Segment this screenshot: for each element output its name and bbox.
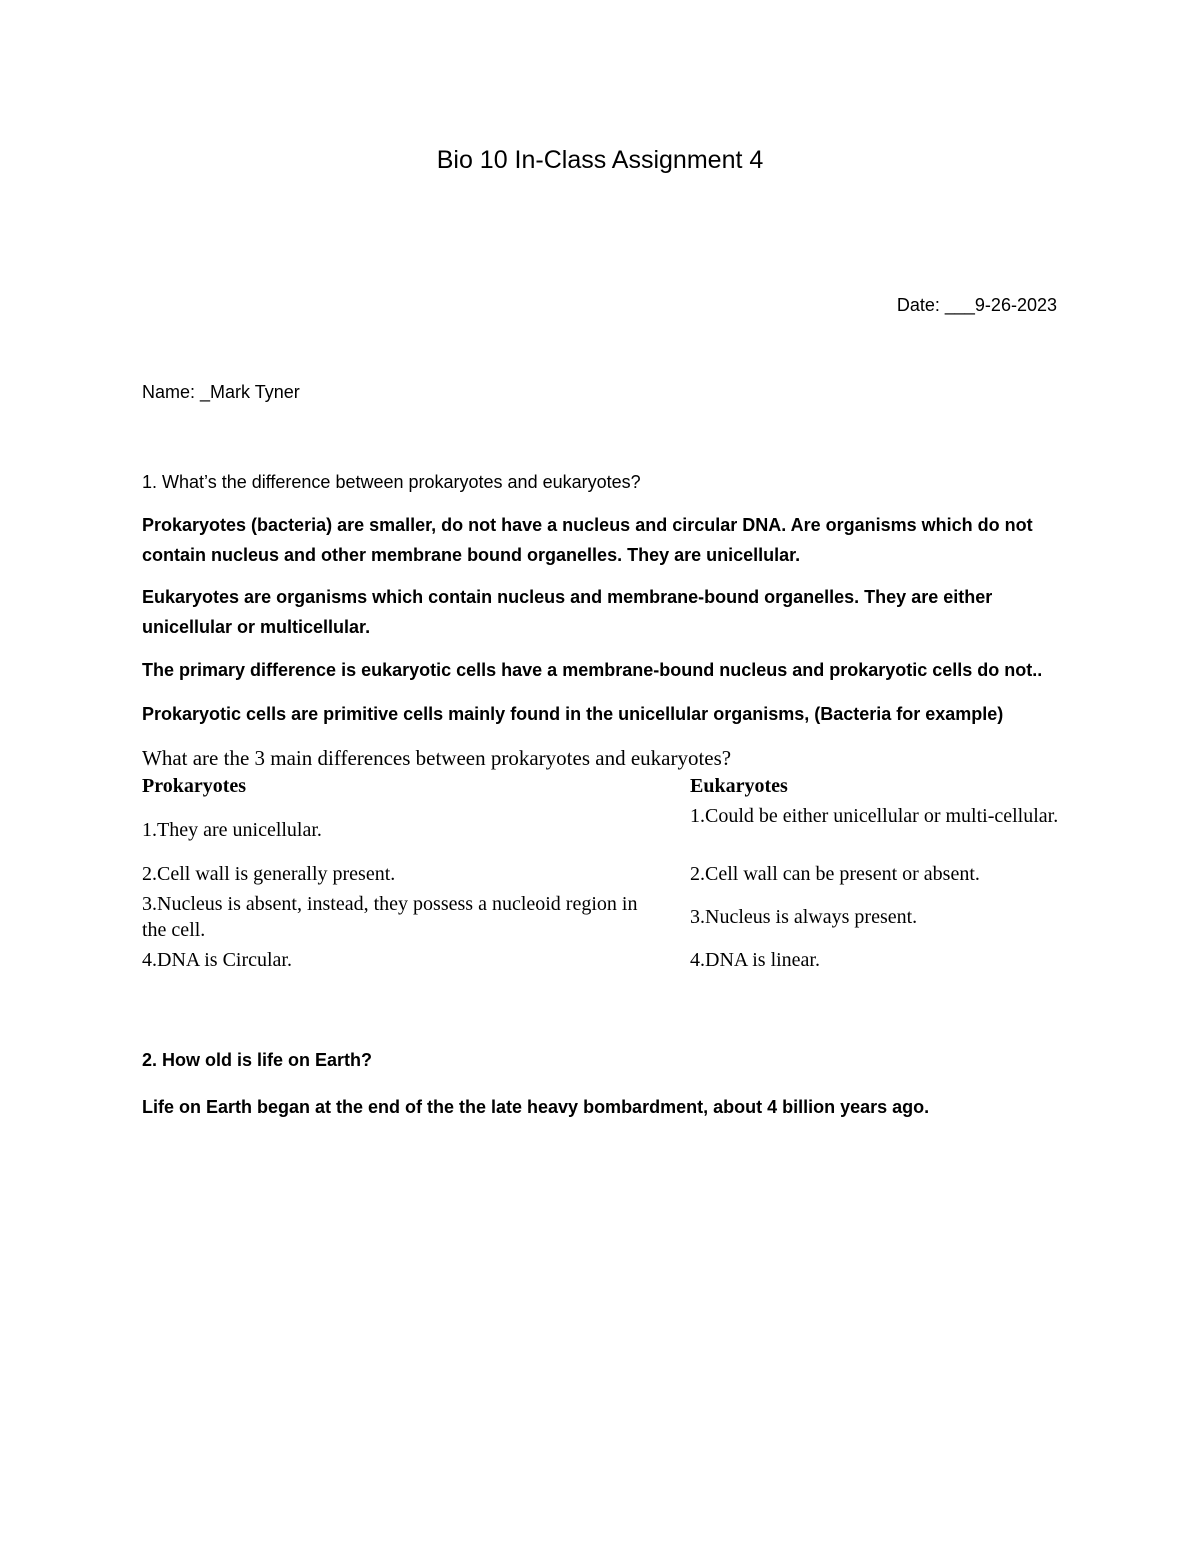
prokaryotes-item: 3.Nucleus is absent, instead, they possess a nucleoid region in the cell. (142, 893, 638, 941)
question-1: 1. What’s the difference between prokaryotes and eukaryotes? (142, 472, 641, 492)
prokaryotes-item: 2.Cell wall is generally present. (142, 863, 396, 885)
eukaryotes-item: 4.DNA is linear. (690, 949, 820, 971)
prokaryotes-item: 4.DNA is Circular. (142, 949, 292, 971)
answer-1-paragraph-1: Prokaryotes (bacteria) are smaller, do not have a nucleus and circular DNA. Are organisms which do not contain nucleus and other membrane bound organelles. They are unicellular. (142, 515, 1033, 565)
document-title: Bio 10 In-Class Assignment 4 (436, 146, 764, 174)
answer-1-paragraph-3: The primary difference is eukaryotic cells have a membrane-bound nucleus and prokaryotic cells do not.. (142, 660, 1043, 680)
eukaryotes-item: 3.Nucleus is always present. (690, 906, 918, 928)
prokaryotes-item: 1.They are unicellular. (142, 819, 322, 841)
answer-1-paragraph-2: Eukaryotes are organisms which contain nucleus and membrane-bound organelles. They are either unicellular or multicellular. (142, 587, 993, 637)
name-value: Mark Tyner (210, 382, 300, 402)
comparison-intro: What are the 3 main differences between prokaryotes and eukaryotes? (142, 746, 732, 770)
name-blank: _ (200, 382, 211, 402)
answer-1-paragraph-4: Prokaryotic cells are primitive cells mainly found in the unicellular organisms, (Bacteria for example) (142, 704, 1004, 724)
eukaryotes-item: 2.Cell wall can be present or absent. (690, 863, 980, 885)
date-label: Date: (896, 295, 945, 315)
name-label: Name: (142, 382, 201, 402)
prokaryotes-header: Prokaryotes (142, 775, 247, 797)
answer-2: Life on Earth began at the end of the the late heavy bombardment, about 4 billion years ago. (142, 1097, 930, 1117)
name-line (142, 380, 300, 404)
date-line (897, 293, 1057, 317)
eukaryotes-item: 1.Could be either unicellular or multi-cellular. (690, 805, 1059, 827)
date-value: 9-26-2023 (974, 295, 1057, 315)
eukaryotes-header: Eukaryotes (690, 775, 788, 797)
date-blank: ___ (944, 295, 975, 315)
question-2: 2. How old is life on Earth? (142, 1050, 373, 1070)
